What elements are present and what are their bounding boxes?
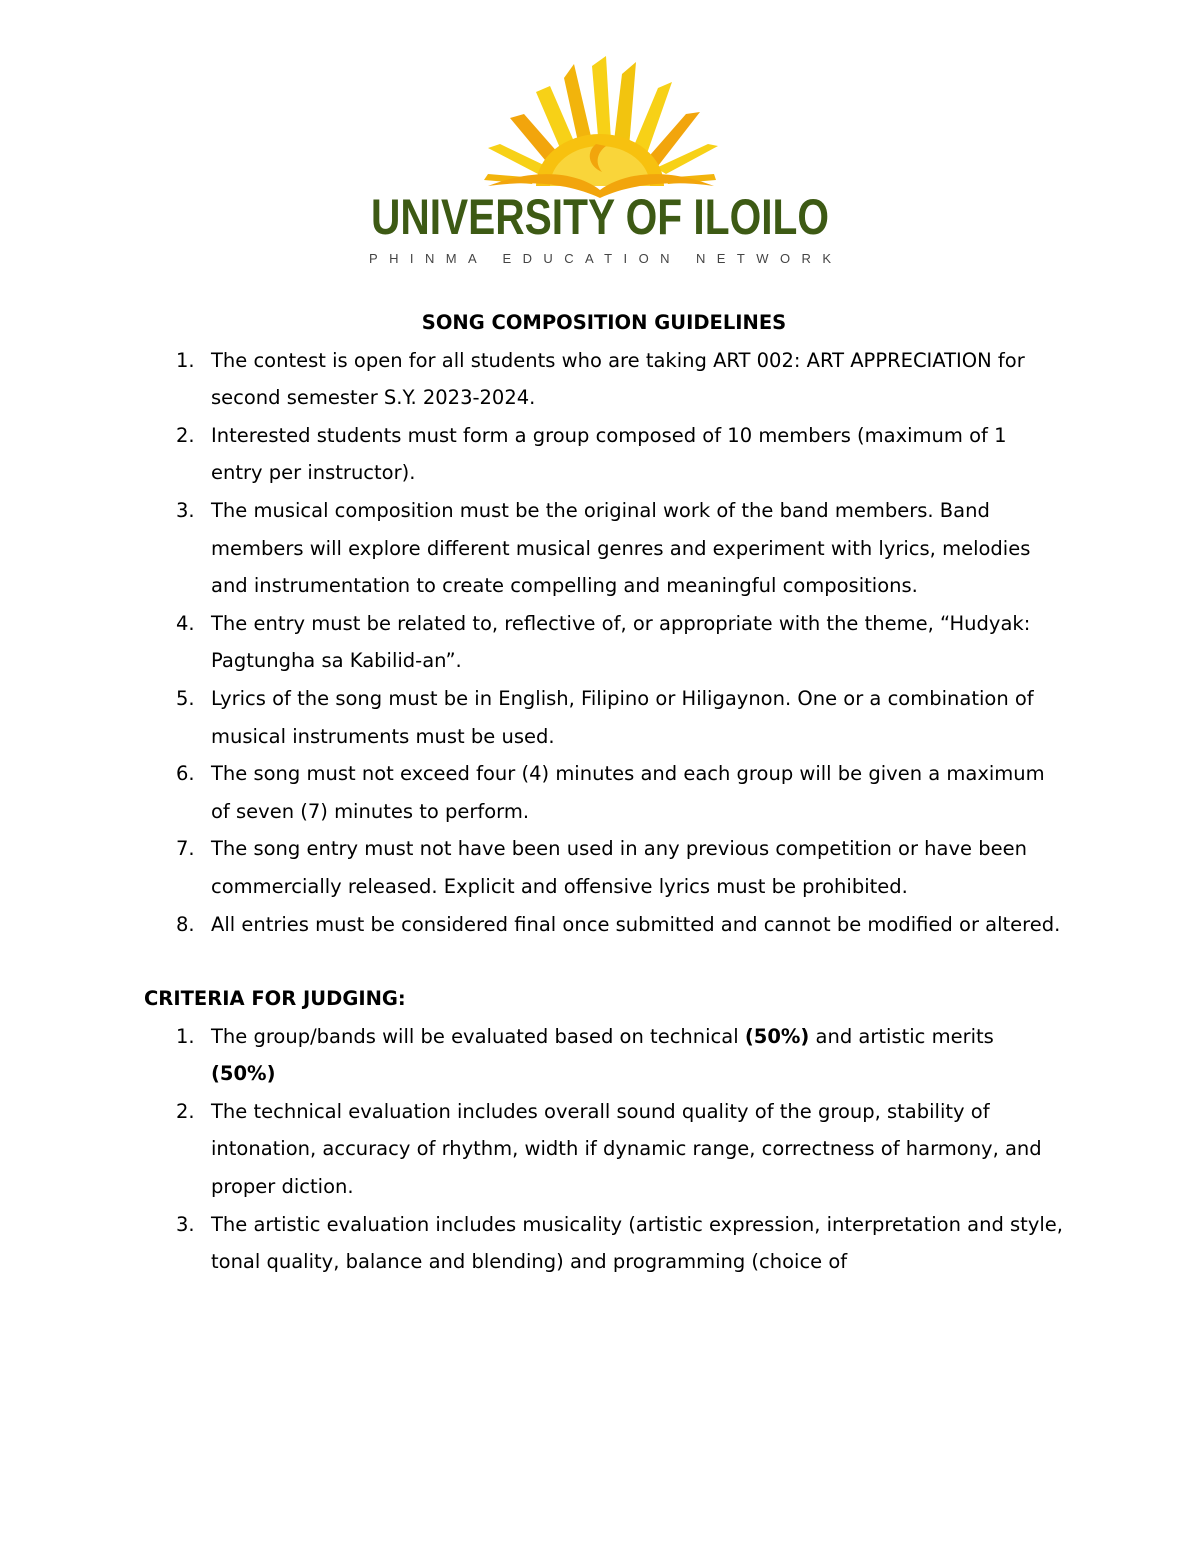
list-number: 5. xyxy=(176,686,195,710)
list-text: The group/bands will be evaluated based on technical xyxy=(211,1024,745,1048)
list-number: 3. xyxy=(176,498,195,522)
list-item xyxy=(144,1018,1064,1093)
list-item xyxy=(144,680,1064,755)
guidelines-list xyxy=(144,342,1064,944)
list-text: Lyrics of the song must be in English, Filipino or Hiligaynon. One or a combination of musical instruments must be used. xyxy=(211,686,1034,748)
list-text: All entries must be considered final once submitted and cannot be modified or altered. xyxy=(211,912,1061,936)
list-text: The song entry must not have been used in any previous competition or have been commercially released. Explicit and offensive lyrics must be prohibited. xyxy=(211,837,1027,898)
list-number: 3. xyxy=(176,1212,195,1236)
list-text: The entry must be related to, reflective of, or appropriate with the theme, “Hudyak: Pagtungha sa Kabilid-an”. xyxy=(211,611,1031,673)
list-item xyxy=(144,492,1064,605)
list-number: 4. xyxy=(176,611,195,635)
list-item xyxy=(144,417,1064,492)
list-text: The song must not exceed four (4) minutes and each group will be given a maximum of seven (7) minutes to perform. xyxy=(211,762,1045,823)
list-item xyxy=(144,1206,1064,1281)
list-number: 2. xyxy=(176,1099,195,1123)
logo-title: UNIVERSITY OF ILOILO xyxy=(371,189,829,245)
list-text: The technical evaluation includes overall sound quality of the group, stability of intonation, accuracy of rhythm, width if dynamic range, correctness of harmony, and proper diction. xyxy=(211,1099,1042,1199)
list-item xyxy=(144,906,1064,944)
list-text: The contest is open for all students who are taking ART 002: ART APPRECIATION for second semester S.Y. 2023-2024. xyxy=(211,348,1025,410)
university-logo xyxy=(360,48,840,278)
list-item xyxy=(144,342,1064,417)
criteria-list xyxy=(144,1018,1064,1281)
weight-artistic: (50%) xyxy=(211,1062,276,1086)
list-text: The artistic evaluation includes musicality (artistic expression, interpretation and style, tonal quality, balance and blending) and programming (choice of xyxy=(211,1212,1063,1274)
list-number: 8. xyxy=(176,912,195,936)
list-number: 7. xyxy=(176,837,195,861)
list-item xyxy=(144,1093,1064,1206)
list-text: and artistic merits xyxy=(809,1024,994,1048)
logo-subtitle: PHINMA EDUCATION NETWORK xyxy=(369,251,831,266)
list-number: 1. xyxy=(176,1024,195,1048)
weight-technical: (50%) xyxy=(744,1024,810,1048)
document-body xyxy=(144,304,1064,1281)
list-number: 2. xyxy=(176,423,195,447)
list-item xyxy=(144,755,1064,830)
list-text: The musical composition must be the original work of the band members. Band members will explore different musical genres and experiment with lyrics, melodies and instrumentation to create compelling and meaningful compositions. xyxy=(211,498,1031,598)
guidelines-title: SONG COMPOSITION GUIDELINES xyxy=(421,311,787,334)
list-number: 1. xyxy=(176,348,195,372)
sun-logo-graphic xyxy=(360,48,840,278)
list-text: Interested students must form a group composed of 10 members (maximum of 1 entry per instructor). xyxy=(211,423,1007,485)
criteria-title: CRITERIA FOR JUDGING: xyxy=(144,987,406,1011)
list-number: 6. xyxy=(176,762,195,786)
list-item xyxy=(144,605,1064,680)
list-item xyxy=(144,830,1064,905)
